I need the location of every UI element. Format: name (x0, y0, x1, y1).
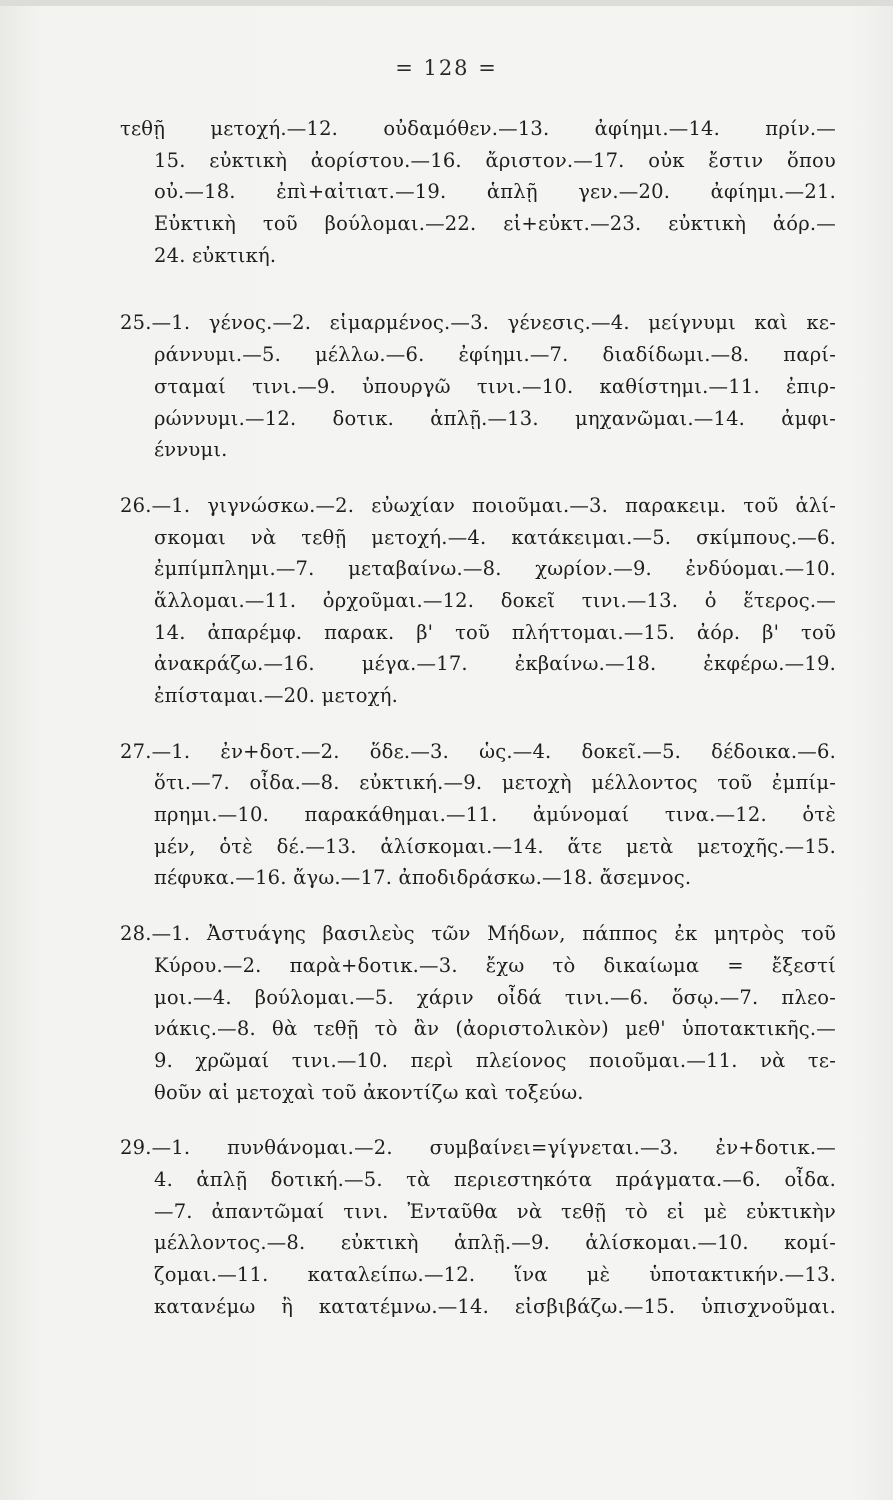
text-line: κατανέμω ἢ κατατέμνω.—14. εἰσβιβάζω.—15. ὑπισχνοῦμαι. (154, 1294, 836, 1318)
text-line: σταμαί τινι.—9. ὑπουργῶ τινι.—10. καθίστημι.—11. ἐπιρ- (154, 374, 836, 398)
section-25 (120, 307, 836, 465)
page-number: = 128 = (395, 56, 498, 80)
text-line: πέφυκα.—16. ἄγω.—17. ἀποδιδράσκω.—18. ἄσεμνος. (154, 866, 692, 890)
text-line: σκομαι νὰ τεθῇ μετοχή.—4. κατάκειμαι.—5. σκίμπους.—6. (154, 525, 836, 549)
text-line: ρώννυμι.—12. δοτικ. ἁπλῇ.—13. μηχανῶμαι.—14. ἀμφι- (154, 406, 836, 430)
section-continuation (120, 113, 836, 271)
text-line: νάκις.—8. θὰ τεθῇ τὸ ἂν (ἀοριστολικὸν) μεθ' ὑποτακτικῆς.— (154, 1017, 836, 1041)
text-line: 4. ἁπλῇ δοτική.—5. τὰ περιεστηκότα πράγματα.—6. οἶδα. (154, 1167, 836, 1191)
text-line: 14. ἀπαρέμφ. παρακ. β' τοῦ πλήττομαι.—15. ἀόρ. β' τοῦ (154, 620, 836, 644)
text-line: 28.—1. Ἀστυάγης βασιλεὺς τῶν Μήδων, πάππος ἐκ μητρὸς τοῦ (120, 922, 836, 946)
text-line: 9. χρῶμαί τινι.—10. περὶ πλείονος ποιοῦμαι.—11. νὰ τε- (154, 1048, 836, 1072)
page-top-edge (0, 0, 893, 6)
section-27 (120, 736, 836, 894)
text-line: ἅλλομαι.—11. ὀρχοῦμαι.—12. δοκεῖ τινι.—13. ὁ ἕτερος.— (154, 588, 836, 612)
text-line: 29.—1. πυνθάνομαι.—2. συμβαίνει=γίγνεται.—3. ἐν+δοτικ.— (120, 1136, 836, 1160)
text-line: 24. εὐκτική. (154, 243, 277, 267)
text-line: ἐπίσταμαι.—20. μετοχή. (154, 684, 398, 707)
text-line: ζομαι.—11. καταλείπω.—12. ἵνα μὲ ὑποτακτικήν.—13. (154, 1263, 836, 1286)
text-line: 15. εὐκτικὴ ἀορίστου.—16. ἄριστον.—17. οὐκ ἔστιν ὅπου (154, 148, 836, 172)
text-line: οὐ.—18. ἐπὶ+αἰτιατ.—19. ἁπλῇ γεν.—20. ἀφίημι.—21. (154, 180, 836, 204)
text-line: 25.—1. γένος.—2. εἱμαρμένος.—3. γένεσις.—4. μείγνυμι καὶ κε- (120, 311, 836, 335)
text-line: θοῦν αἱ μετοχαὶ τοῦ ἀκοντίζω καὶ τοξεύω. (154, 1080, 584, 1104)
text-line: Εὐκτικὴ τοῦ βούλομαι.—22. εἰ+εὐκτ.—23. εὐκτικὴ ἀόρ.— (154, 212, 836, 236)
text-line: μοι.—4. βούλομαι.—5. χάριν οἶδά τινι.—6. ὅσῳ.—7. πλεο- (154, 985, 836, 1009)
text-line: ὅτι.—7. οἶδα.—8. εὐκτική.—9. μετοχὴ μέλλοντος τοῦ ἐμπίμ- (154, 771, 836, 795)
text-line: τεθῇ μετοχή.—12. οὐδαμόθεν.—13. ἀφίημι.—14. πρίν.— (120, 117, 836, 140)
text-line: —7. ἀπαντῶμαί τινι. Ἐνταῦθα νὰ τεθῇ τὸ εἰ μὲ εὐκτικὴν (154, 1199, 836, 1223)
text-line: 26.—1. γιγνώσκω.—2. εὐωχίαν ποιοῦμαι.—3. παρακειμ. τοῦ ἁλί- (120, 493, 836, 517)
text-line: ράννυμι.—5. μέλλω.—6. ἐφίημι.—7. διαδίδωμι.—8. παρί- (154, 343, 836, 367)
text-line: ἀνακράζω.—16. μέγα.—17. ἐκβαίνω.—18. ἐκφέρω.—19. (154, 652, 836, 676)
section-26 (120, 490, 836, 712)
text-line: 27.—1. ἐν+δοτ.—2. ὅδε.—3. ὡς.—4. δοκεῖ.—5. δέδοικα.—6. (120, 739, 836, 763)
text-line: μέν, ὁτὲ δέ.—13. ἁλίσκομαι.—14. ἅτε μετὰ μετοχῆς.—15. (154, 834, 836, 858)
text-line: έννυμι. (154, 438, 228, 462)
section-29 (120, 1132, 836, 1322)
text-line: ἐμπίμπλημι.—7. μεταβαίνω.—8. χωρίον.—9. ἐνδύομαι.—10. (154, 557, 836, 581)
text-block (120, 113, 836, 1346)
text-line: Κύρου.—2. παρὰ+δοτικ.—3. ἔχω τὸ δικαίωμα = ἔξεστί (154, 953, 836, 977)
section-28 (120, 918, 836, 1108)
text-line: μέλλοντος.—8. εὐκτικὴ ἁπλῇ.—9. ἁλίσκομαι.—10. κομί- (154, 1231, 836, 1255)
text-line: πρημι.—10. παρακάθημαι.—11. ἀμύνομαί τινα.—12. ὁτὲ (154, 803, 836, 827)
